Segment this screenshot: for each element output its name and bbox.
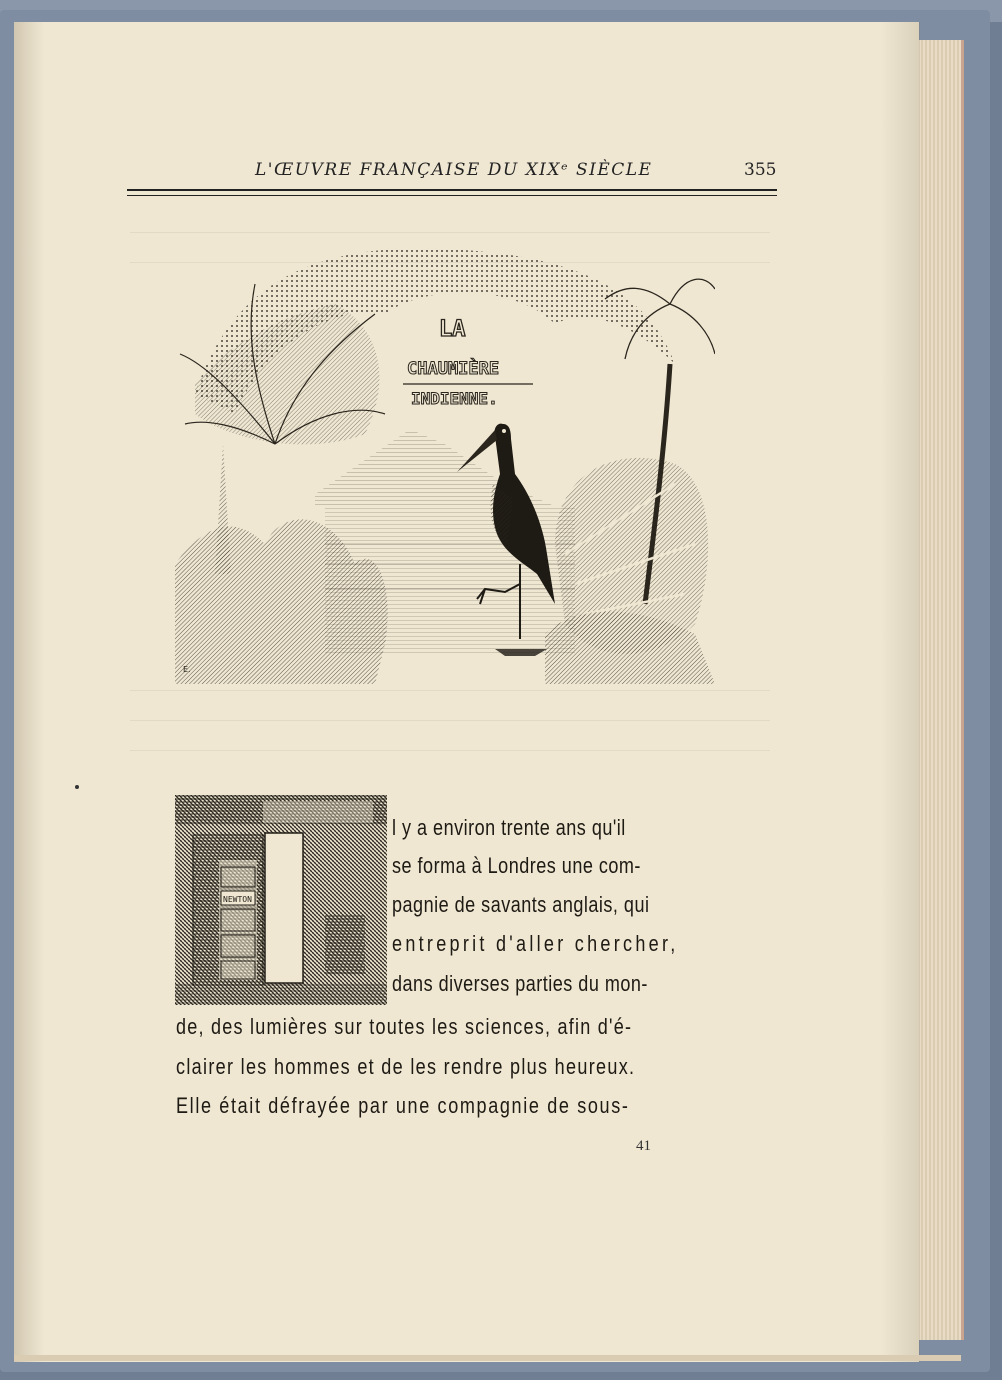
chapter-vignette-engraving [175, 244, 715, 684]
page-bottom-edge [14, 1355, 961, 1361]
engraver-mark-left: E. [183, 665, 191, 674]
body-line-2: se forma à Londres une com- [392, 853, 641, 878]
body-line-6: de, des lumières sur toutes les sciences, afin d'é- [176, 1014, 633, 1039]
body-line-8: Elle était défrayée par une compagnie de sous- [176, 1093, 630, 1118]
gutter-shadow [14, 22, 44, 1362]
paper-stack [325, 915, 365, 975]
page-edges [919, 40, 964, 1340]
bleed-through-line [130, 720, 770, 721]
header-rule-thick [127, 189, 777, 191]
body-line-7: clairer les hommes et de les rendre plus heureux. [176, 1054, 636, 1079]
signature-mark: 41 [636, 1138, 651, 1154]
margin-speck [75, 785, 79, 789]
page-edge-shadow [880, 22, 920, 1362]
bleed-through-line [130, 690, 770, 691]
body-line-1: l y a environ trente ans qu'il [392, 815, 626, 840]
sign-text-indienne: INDIENNE. [411, 389, 498, 408]
open-door [265, 833, 303, 983]
bleed-through-line [130, 750, 770, 751]
page-number: 355 [744, 160, 777, 180]
running-head: L'ŒUVRE FRANÇAISE DU XIXᵉ SIÈCLE [255, 160, 653, 180]
sign-text-la: LA [439, 317, 466, 342]
bleed-through-line [130, 232, 770, 233]
book-page [14, 22, 919, 1362]
drop-cap-illustration [175, 795, 390, 1005]
vignette-sign [403, 317, 533, 408]
header-rule-thin [127, 195, 777, 196]
body-line-5: dans diverses parties du mon- [392, 971, 648, 996]
body-line-3: pagnie de savants anglais, qui [392, 892, 650, 917]
newton-book-label: NEWTON [223, 895, 252, 904]
body-line-4: entreprit d'aller chercher, [392, 931, 679, 956]
sign-text-chaumiere: CHAUMIÈRE [407, 359, 500, 379]
